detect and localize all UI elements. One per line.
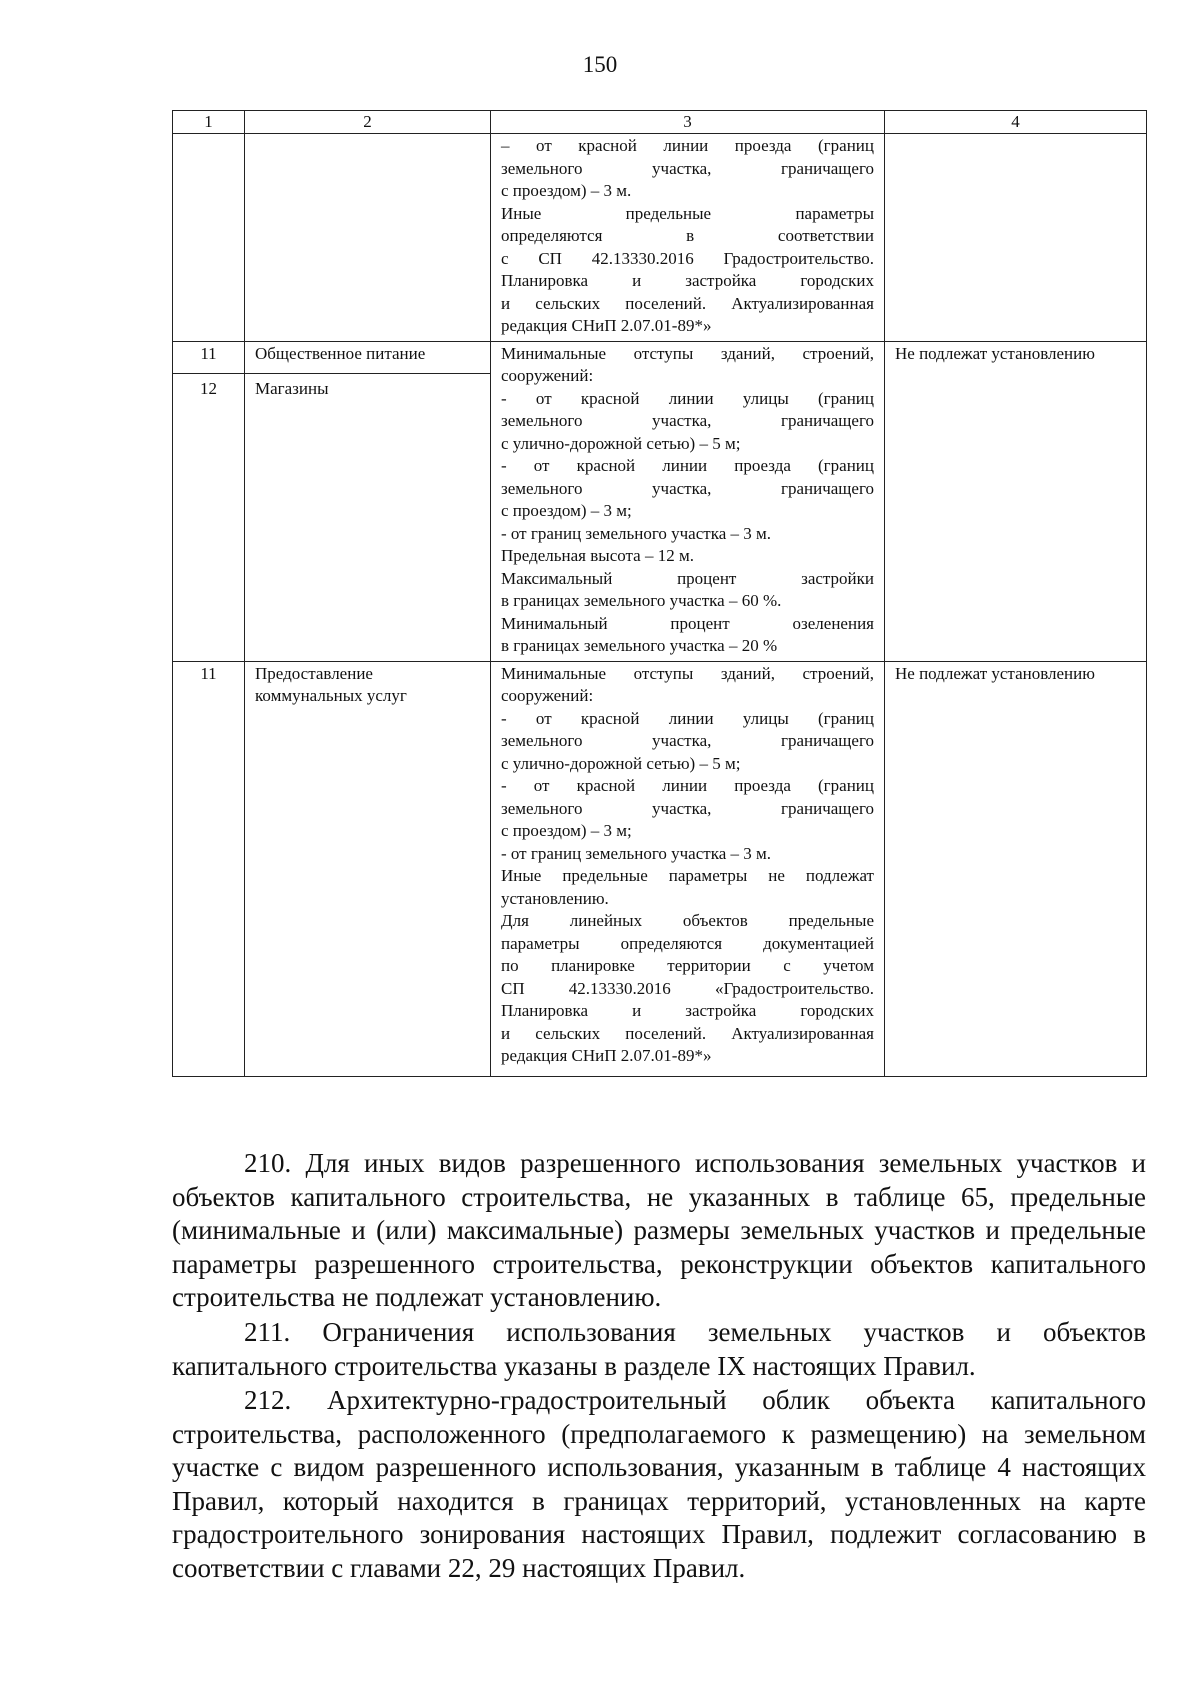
param-line: установлению. xyxy=(501,888,609,908)
paragraph-210: 210. Для иных видов разрешенного использования земельных участков и объектов капитального строительства, не указанных в таблице 65, предельные (минимальные и (или) максимальные) размеры земельных участков и предельные параметры разрешенного строительства, реконструкции объектов капитального строительства не подлежат установлению. xyxy=(172,1148,1146,1312)
cell-numbers xyxy=(173,341,245,661)
param-line: в границах земельного участка – 20 % xyxy=(501,636,778,655)
paragraph-212: 212. Архитектурно-градостроительный облик объекта капитального строительства, расположенного (предполагаемого к размещению) на земельном участке с видом разрешенного использования, указанным в таблице 4 настоящих Правил, который находится в границах территорий, установленных на карте градостроительного зонирования настоящих Правил, подлежит согласованию в соответствии с главами 22, 29 настоящих Правил. xyxy=(172,1385,1146,1583)
param-line: СП 42.13330.2016 «Градостроительство. xyxy=(501,978,874,998)
param-line: по планировке территории с учетом xyxy=(501,956,874,975)
param-line: Для линейных объектов предельные xyxy=(501,911,874,930)
param-line: и сельских поселений. Актуализированная xyxy=(501,1023,874,1043)
page-number: 150 xyxy=(582,52,618,77)
param-line: Иные предельные параметры xyxy=(501,203,874,223)
param-line: с улично-дорожной сетью) – 5 м; xyxy=(501,753,741,773)
param-line: Планировка и застройка городских xyxy=(501,271,874,290)
cell-use-types xyxy=(245,341,491,661)
param-line: в границах земельного участка – 60 %. xyxy=(501,591,782,610)
row-number: 11 xyxy=(173,342,244,374)
param-line: Минимальные отступы зданий, строений, xyxy=(501,663,874,683)
param-line: с проездом) – 3 м; xyxy=(501,501,632,520)
regulations-table xyxy=(172,110,1147,1077)
header-col-4: 4 xyxy=(885,111,1147,134)
param-line: - от красной линии проезда (границ xyxy=(501,776,874,795)
param-line: Планировка и застройка городских xyxy=(501,1001,874,1020)
table-row-continuation xyxy=(173,134,1147,342)
row-number: 11 xyxy=(173,661,245,1076)
header-col-3: 3 xyxy=(491,111,885,134)
cell-size-limits: Не подлежат установлению xyxy=(885,661,1147,1076)
param-line: параметры определяются документацией xyxy=(501,933,874,953)
param-line: земельного участка, граничащего xyxy=(501,478,874,498)
cell-parameters xyxy=(491,661,885,1076)
cell-parameters-continued xyxy=(491,134,885,342)
table-row xyxy=(173,661,1147,1076)
param-line: с проездом) – 3 м. xyxy=(501,181,632,200)
param-line: - от красной линии улицы (границ xyxy=(501,708,874,728)
use-type-name: Предоставление коммунальных услуг xyxy=(245,661,491,1076)
param-line: - от красной линии проезда (границ xyxy=(501,456,874,475)
param-line: - от красной линии улицы (границ xyxy=(501,388,874,408)
header-col-1: 1 xyxy=(173,111,245,134)
param-line: – от красной линии проезда (границ xyxy=(501,136,874,155)
param-line: с СП 42.13330.2016 Градостроительство. xyxy=(501,248,874,268)
param-line: с улично-дорожной сетью) – 5 м; xyxy=(501,433,741,453)
cell-empty xyxy=(173,134,245,342)
param-line: и сельских поселений. Актуализированная xyxy=(501,293,874,313)
param-line: Предельная высота – 12 м. xyxy=(501,546,694,565)
cell-empty xyxy=(885,134,1147,342)
param-line: земельного участка, граничащего xyxy=(501,798,874,818)
param-line: - от границ земельного участка – 3 м. xyxy=(501,523,771,543)
param-line: определяются в соответствии xyxy=(501,226,874,245)
header-col-2: 2 xyxy=(245,111,491,134)
cell-empty xyxy=(245,134,491,342)
param-line: Минимальные отступы зданий, строений, xyxy=(501,343,874,363)
param-line: сооружений: xyxy=(501,686,594,705)
param-line: редакция СНиП 2.07.01-89*» xyxy=(501,316,712,335)
cell-size-limits: Не подлежат установлению xyxy=(885,341,1147,661)
use-type-name: Магазины xyxy=(255,378,329,398)
param-line: Иные предельные параметры не подлежат xyxy=(501,866,874,885)
param-line: сооружений: xyxy=(501,366,594,385)
use-type-name: Общественное питание xyxy=(245,342,490,374)
param-line: с проездом) – 3 м; xyxy=(501,821,632,840)
paragraph-211: 211. Ограничения использования земельных участков и объектов капитального строительства указаны в разделе IX настоящих Правил. xyxy=(172,1317,1146,1381)
row-number: 12 xyxy=(200,378,217,398)
param-line: - от границ земельного участка – 3 м. xyxy=(501,843,771,863)
cell-parameters xyxy=(491,341,885,661)
param-line: Минимальный процент озеленения xyxy=(501,613,874,633)
table-row xyxy=(173,341,1147,661)
param-line: земельного участка, граничащего xyxy=(501,411,874,430)
param-line: редакция СНиП 2.07.01-89*» xyxy=(501,1046,712,1065)
param-line: Максимальный процент застройки xyxy=(501,568,874,588)
param-line: земельного участка, граничащего xyxy=(501,731,874,750)
table-header-row xyxy=(173,111,1147,134)
param-line: земельного участка, граничащего xyxy=(501,158,874,178)
